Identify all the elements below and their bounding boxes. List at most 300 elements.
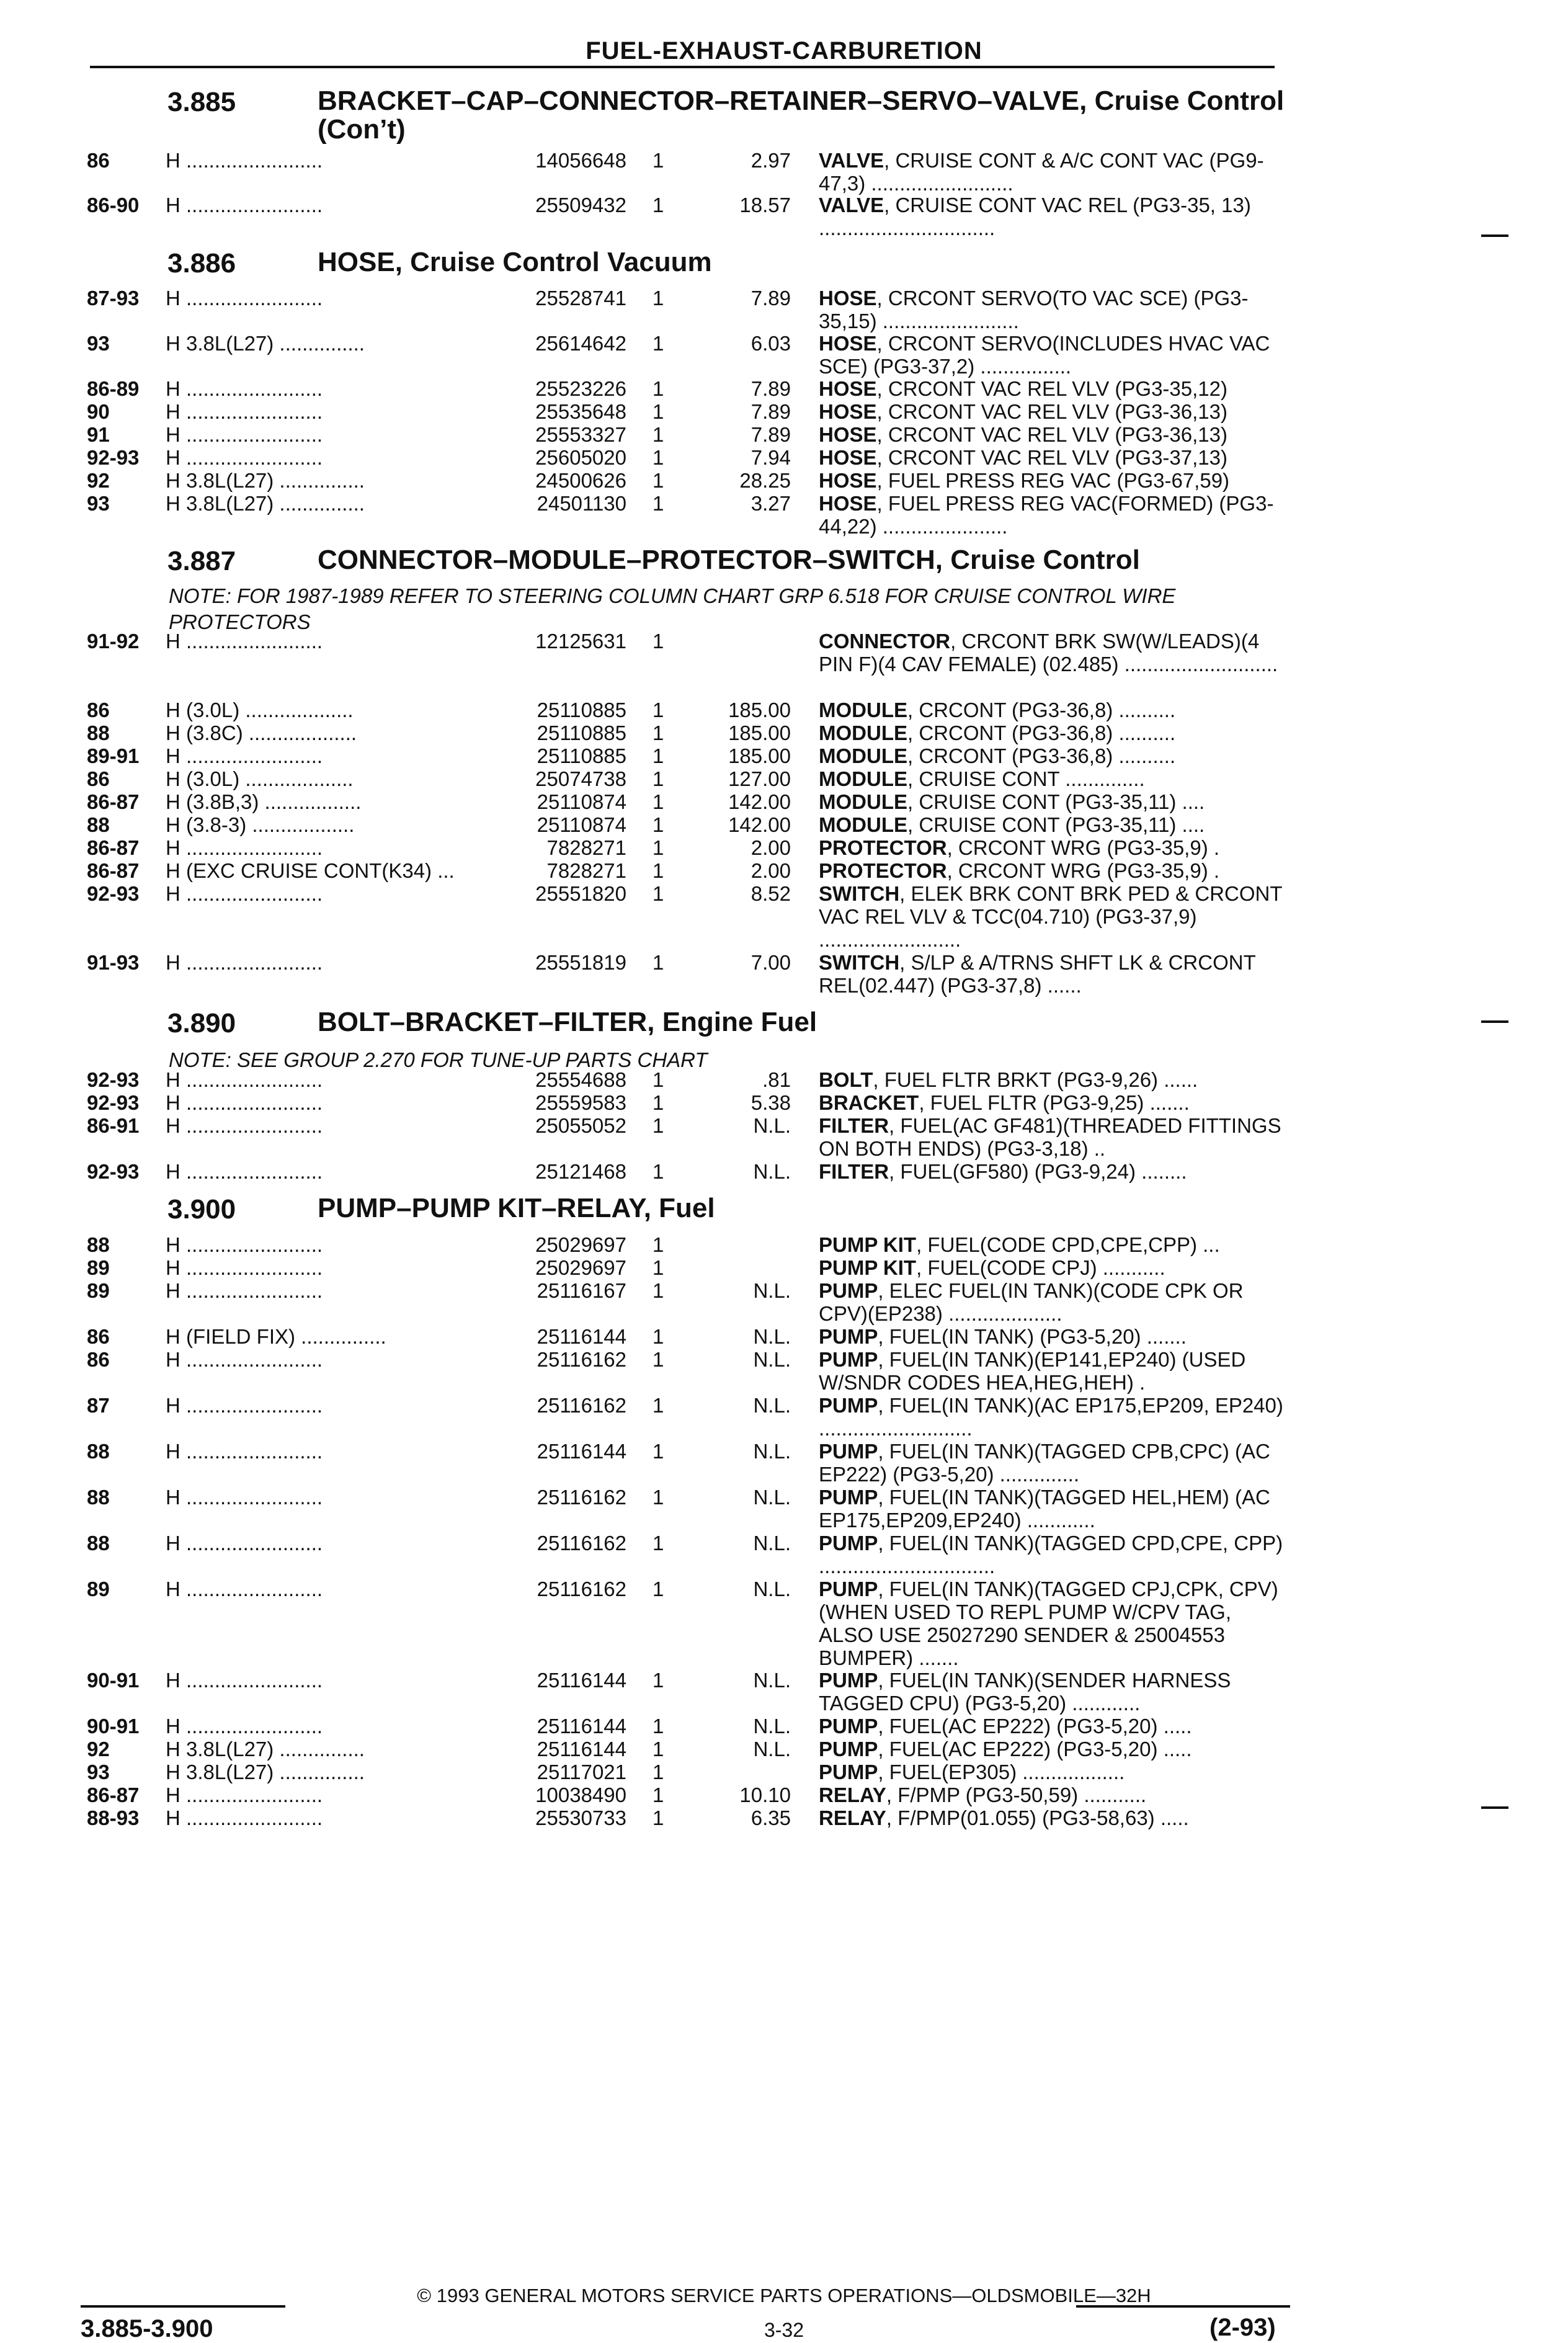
list-price: N.L. (753, 1715, 791, 1738)
model-code: H ........................ (166, 1669, 323, 1692)
model-code: H 3.8L(L27) ............... (166, 1738, 365, 1761)
model-code: H 3.8L(L27) ............... (166, 469, 365, 492)
part-number: 25116162 (537, 1394, 626, 1417)
quantity: 1 (653, 836, 664, 859)
part-number: 25559583 (535, 1091, 626, 1114)
part-detail: , FUEL PRESS REG VAC(FORMED) (PG3-44,22) ...................... (819, 492, 1274, 538)
part-detail: , CRCONT BRK SW(W/LEADS)(4 PIN F)(4 CAV FEMALE) (02.485) ........................... (819, 630, 1278, 676)
part-name: MODULE (819, 790, 907, 813)
quantity: 1 (653, 1669, 664, 1692)
part-description (819, 790, 1284, 813)
part-number: 25116144 (537, 1440, 626, 1463)
quantity: 1 (653, 194, 664, 216)
list-price: 142.00 (728, 813, 791, 836)
part-detail: , CRCONT SERVO(TO VAC SCE) (PG3-35,15) ........................ (819, 287, 1249, 332)
model-years: 93 (87, 1761, 110, 1783)
quantity: 1 (653, 1783, 664, 1806)
part-number: 10038490 (535, 1783, 626, 1806)
part-detail: , FUEL PRESS REG VAC (PG3-67,59) (876, 469, 1230, 492)
part-name: PUMP (819, 1669, 878, 1692)
part-number: 25530733 (535, 1806, 626, 1829)
part-name: HOSE (819, 469, 877, 492)
model-code: H ........................ (166, 1279, 323, 1302)
page-title: FUEL-EXHAUST-CARBURETION (586, 37, 982, 65)
part-description (819, 859, 1284, 882)
footer-copyright: © 1993 GENERAL MOTORS SERVICE PARTS OPERATIONS—OLDSMOBILE—32H (417, 2285, 1151, 2306)
model-years: 93 (87, 492, 110, 515)
part-description (819, 1114, 1284, 1160)
part-description (819, 287, 1284, 332)
part-number: 25509432 (535, 194, 626, 216)
model-years: 90 (87, 400, 110, 423)
model-code: H ........................ (166, 194, 323, 216)
list-price: N.L. (753, 1486, 791, 1509)
part-name: PUMP KIT (819, 1233, 917, 1256)
part-description (819, 1532, 1284, 1578)
part-description (819, 1325, 1284, 1348)
model-code: H ........................ (166, 1348, 323, 1371)
part-name: PUMP (819, 1578, 878, 1600)
list-price: 2.00 (751, 859, 791, 882)
section-number: 3.885 (167, 87, 236, 117)
model-years: 91 (87, 423, 110, 446)
quantity: 1 (653, 1068, 664, 1091)
model-years: 86 (87, 698, 110, 721)
quantity: 1 (653, 951, 664, 974)
model-years: 92-93 (87, 1068, 140, 1091)
model-years: 86-87 (87, 836, 140, 859)
part-name: PUMP (819, 1715, 878, 1738)
list-price: 8.52 (751, 882, 791, 905)
part-detail: , CRCONT (PG3-36,8) .......... (907, 744, 1176, 767)
quantity: 1 (653, 1279, 664, 1302)
part-name: HOSE (819, 423, 877, 446)
part-detail: , FUEL(EP305) .................. (878, 1761, 1125, 1783)
part-number: 25551819 (535, 951, 626, 974)
part-name: PUMP (819, 1279, 878, 1302)
quantity: 1 (653, 698, 664, 721)
header-rule (90, 66, 1275, 68)
part-detail: , CRUISE CONT & A/C CONT VAC (PG9-47,3) ......................... (819, 149, 1264, 195)
part-name: PUMP (819, 1738, 878, 1761)
part-name: PUMP (819, 1348, 878, 1371)
part-name: FILTER (819, 1114, 889, 1137)
list-price: 10.10 (739, 1783, 791, 1806)
part-description (819, 1233, 1284, 1256)
model-code: H ........................ (166, 744, 323, 767)
part-name: RELAY (819, 1783, 886, 1806)
part-description (819, 1394, 1284, 1440)
part-name: MODULE (819, 698, 907, 721)
part-number: 25116144 (537, 1715, 626, 1738)
quantity: 1 (653, 1440, 664, 1463)
model-years: 88 (87, 1486, 110, 1509)
part-description (819, 951, 1284, 997)
part-name: PUMP (819, 1440, 878, 1463)
quantity: 1 (653, 859, 664, 882)
quantity: 1 (653, 377, 664, 400)
list-price: N.L. (753, 1325, 791, 1348)
part-detail: , FUEL(IN TANK)(TAGGED CPJ,CPK, CPV) (WHEN USED TO REPL PUMP W/CPV TAG, ALSO USE 25027290 SENDER & 25004553 BUMPER) ....... (819, 1578, 1278, 1669)
model-years: 92-93 (87, 446, 140, 469)
list-price: 7.89 (751, 287, 791, 310)
model-years: 91-93 (87, 951, 140, 974)
part-number: 25110885 (537, 744, 626, 767)
part-number: 24500626 (535, 469, 626, 492)
part-number: 25029697 (535, 1233, 626, 1256)
model-code: H (3.8-3) .................. (166, 813, 355, 836)
model-years: 92 (87, 1738, 110, 1761)
part-description (819, 1256, 1284, 1279)
part-detail: , CRCONT SERVO(INCLUDES HVAC VAC SCE) (PG3-37,2) ................ (819, 332, 1270, 378)
part-name: SWITCH (819, 951, 900, 974)
part-detail: , FUEL(IN TANK)(TAGGED CPD,CPE, CPP) ............................... (819, 1532, 1283, 1578)
quantity: 1 (653, 721, 664, 744)
model-code: H ........................ (166, 1114, 323, 1137)
footer-date: (2-93) (1209, 2314, 1276, 2341)
footer-section-range: 3.885-3.900 (81, 2315, 213, 2342)
model-years: 88 (87, 1532, 110, 1555)
model-years: 86-91 (87, 1114, 140, 1137)
model-years: 88 (87, 813, 110, 836)
part-number: 25110885 (537, 698, 626, 721)
part-name: BRACKET (819, 1091, 919, 1114)
part-number: 25116162 (537, 1532, 626, 1555)
model-code: H ........................ (166, 1806, 323, 1829)
part-number: 25551820 (535, 882, 626, 905)
list-price: N.L. (753, 1532, 791, 1555)
quantity: 1 (653, 1715, 664, 1738)
list-price: 185.00 (728, 744, 791, 767)
list-price: 6.03 (751, 332, 791, 355)
quantity: 1 (653, 767, 664, 790)
model-years: 86 (87, 149, 110, 172)
part-description (819, 882, 1284, 951)
part-name: HOSE (819, 332, 877, 355)
model-years: 87-93 (87, 287, 140, 310)
part-name: MODULE (819, 767, 907, 790)
model-years: 92-93 (87, 1091, 140, 1114)
part-number: 25535648 (535, 400, 626, 423)
list-price: .81 (762, 1068, 791, 1091)
part-description (819, 1783, 1284, 1806)
list-price: 5.38 (751, 1091, 791, 1114)
part-detail: , FUEL(IN TANK)(TAGGED HEL,HEM) (AC EP175,EP209,EP240) ............ (819, 1486, 1270, 1532)
part-detail: , CRCONT VAC REL VLV (PG3-35,12) (876, 377, 1227, 400)
quantity: 1 (653, 1761, 664, 1783)
part-number: 25554688 (535, 1068, 626, 1091)
quantity: 1 (653, 1160, 664, 1183)
part-description (819, 1738, 1284, 1761)
list-price: 7.89 (751, 400, 791, 423)
part-detail: , ELEK BRK CONT BRK PED & CRCONT VAC REL VLV & TCC(04.710) (PG3-37,9) ......................... (819, 882, 1282, 951)
part-name: PUMP KIT (819, 1256, 917, 1279)
section-note: NOTE: FOR 1987-1989 REFER TO STEERING COLUMN CHART GRP 6.518 FOR CRUISE CONTROL WIRE PROTECTORS (169, 584, 1176, 633)
part-description (819, 698, 1284, 721)
part-detail: , FUEL(IN TANK)(TAGGED CPB,CPC) (AC EP222) (PG3-5,20) .............. (819, 1440, 1270, 1486)
list-price: 6.35 (751, 1806, 791, 1829)
part-number: 25110874 (537, 813, 626, 836)
list-price: 2.97 (751, 149, 791, 172)
part-number: 25116144 (537, 1325, 626, 1348)
part-description (819, 836, 1284, 859)
part-name: MODULE (819, 721, 907, 744)
part-number: 7828271 (546, 836, 626, 859)
part-description (819, 446, 1284, 469)
part-name: SWITCH (819, 882, 900, 905)
part-detail: , CRCONT VAC REL VLV (PG3-37,13) (876, 446, 1227, 469)
model-code: H ........................ (166, 836, 323, 859)
model-code: H ........................ (166, 400, 323, 423)
model-years: 92 (87, 469, 110, 492)
model-code: H ........................ (166, 1394, 323, 1417)
part-name: PROTECTOR (819, 836, 947, 859)
model-code: H (3.0L) ................... (166, 767, 354, 790)
quantity: 1 (653, 1738, 664, 1761)
part-number: 25116162 (537, 1348, 626, 1371)
part-number: 25523226 (535, 377, 626, 400)
part-description (819, 1578, 1284, 1669)
part-name: BOLT (819, 1068, 873, 1091)
model-code: H ........................ (166, 1068, 323, 1091)
quantity: 1 (653, 332, 664, 355)
quantity: 1 (653, 1532, 664, 1555)
part-description (819, 1068, 1284, 1091)
part-detail: , CRCONT (PG3-36,8) .......... (907, 698, 1176, 721)
part-detail: , CRUISE CONT VAC REL (PG3-35, 13) ............................... (819, 194, 1251, 239)
section-number: 3.887 (167, 546, 236, 576)
model-years: 86 (87, 1348, 110, 1371)
part-detail: , FUEL FLTR (PG3-9,25) ....... (919, 1091, 1190, 1114)
model-code: H ........................ (166, 1256, 323, 1279)
quantity: 1 (653, 149, 664, 172)
part-name: PUMP (819, 1532, 878, 1555)
part-description (819, 377, 1284, 400)
list-price: N.L. (753, 1348, 791, 1371)
quantity: 1 (653, 882, 664, 905)
part-number: 24501130 (537, 492, 626, 515)
part-detail: , FUEL(IN TANK)(SENDER HARNESS TAGGED CPU) (PG3-5,20) ............ (819, 1669, 1231, 1715)
model-years: 87 (87, 1394, 110, 1417)
part-name: PUMP (819, 1394, 878, 1417)
model-code: H (FIELD FIX) ............... (166, 1325, 386, 1348)
part-number: 25074738 (535, 767, 626, 790)
model-code: H ........................ (166, 149, 323, 172)
part-description (819, 744, 1284, 767)
part-detail: , CRUISE CONT .............. (907, 767, 1145, 790)
part-name: PROTECTOR (819, 859, 947, 882)
part-name: PUMP (819, 1486, 878, 1509)
model-code: H ........................ (166, 1160, 323, 1183)
section-note: NOTE: SEE GROUP 2.270 FOR TUNE-UP PARTS CHART (169, 1048, 708, 1071)
part-detail: , FUEL(GF580) (PG3-9,24) ........ (889, 1160, 1187, 1183)
part-description (819, 149, 1284, 195)
model-code: H ........................ (166, 882, 323, 905)
part-description (819, 1440, 1284, 1486)
model-years: 92-93 (87, 882, 140, 905)
part-number: 25121468 (535, 1160, 626, 1183)
part-description (819, 1279, 1284, 1325)
part-description (819, 1669, 1284, 1715)
list-price: N.L. (753, 1160, 791, 1183)
part-detail: , FUEL(AC GF481)(THREADED FITTINGS ON BOTH ENDS) (PG3-3,18) .. (819, 1114, 1281, 1160)
model-years: 91-92 (87, 630, 140, 653)
model-code: H ........................ (166, 1715, 323, 1738)
part-description (819, 400, 1284, 423)
model-years: 88-93 (87, 1806, 140, 1829)
model-years: 86 (87, 1325, 110, 1348)
part-detail: , CRCONT (PG3-36,8) .......... (907, 721, 1176, 744)
part-detail: , FUEL FLTR BRKT (PG3-9,26) ...... (873, 1068, 1198, 1091)
model-years: 86-89 (87, 377, 140, 400)
part-detail: , CRCONT WRG (PG3-35,9) . (947, 859, 1220, 882)
part-detail: , ELEC FUEL(IN TANK)(CODE CPK OR CPV)(EP238) .................... (819, 1279, 1244, 1325)
list-price: N.L. (753, 1114, 791, 1137)
model-years: 88 (87, 721, 110, 744)
quantity: 1 (653, 1233, 664, 1256)
part-number: 25110874 (537, 790, 626, 813)
quantity: 1 (653, 492, 664, 515)
list-price: 7.94 (751, 446, 791, 469)
part-detail: , FUEL(AC EP222) (PG3-5,20) ..... (878, 1715, 1192, 1738)
model-years: 93 (87, 332, 110, 355)
quantity: 1 (653, 469, 664, 492)
quantity: 1 (653, 1806, 664, 1829)
model-code: H ........................ (166, 446, 323, 469)
part-number: 25116162 (537, 1578, 626, 1600)
list-price: N.L. (753, 1279, 791, 1302)
part-number: 25528741 (535, 287, 626, 310)
part-detail: , FUEL(CODE CPD,CPE,CPP) ... (916, 1233, 1220, 1256)
margin-mark (1481, 234, 1508, 237)
quantity: 1 (653, 423, 664, 446)
part-detail: , FUEL(IN TANK)(EP141,EP240) (USED W/SNDR CODES HEA,HEG,HEH) . (819, 1348, 1246, 1394)
list-price: 185.00 (728, 698, 791, 721)
part-detail: , FUEL(AC EP222) (PG3-5,20) ..... (878, 1738, 1192, 1761)
part-detail: , FUEL(IN TANK)(AC EP175,EP209, EP240) ........................... (819, 1394, 1283, 1440)
model-code: H 3.8L(L27) ............... (166, 1761, 365, 1783)
section-title: CONNECTOR–MODULE–PROTECTOR–SWITCH, Cruise Control (318, 545, 1140, 575)
model-code: H ........................ (166, 951, 323, 974)
part-description (819, 1806, 1284, 1829)
quantity: 1 (653, 813, 664, 836)
part-name: VALVE (819, 194, 884, 216)
part-description (819, 1160, 1284, 1183)
model-years: 89-91 (87, 744, 140, 767)
list-price: N.L. (753, 1738, 791, 1761)
list-price: 18.57 (739, 194, 791, 216)
model-code: H ........................ (166, 1783, 323, 1806)
list-price: N.L. (753, 1394, 791, 1417)
model-years: 86-87 (87, 1783, 140, 1806)
model-years: 86-87 (87, 859, 140, 882)
part-name: HOSE (819, 492, 877, 515)
part-name: CONNECTOR (819, 630, 951, 653)
part-number: 25029697 (535, 1256, 626, 1279)
list-price: 28.25 (739, 469, 791, 492)
model-code: H (3.8B,3) ................. (166, 790, 362, 813)
model-code: H (3.8C) ................... (166, 721, 357, 744)
quantity: 1 (653, 1325, 664, 1348)
part-name: HOSE (819, 377, 877, 400)
part-number: 25055052 (535, 1114, 626, 1137)
quantity: 1 (653, 446, 664, 469)
quantity: 1 (653, 744, 664, 767)
section-title: PUMP–PUMP KIT–RELAY, Fuel (318, 1193, 715, 1223)
part-name: HOSE (819, 400, 877, 423)
part-description (819, 423, 1284, 446)
list-price: 7.89 (751, 377, 791, 400)
part-description (819, 332, 1284, 378)
part-description (819, 1486, 1284, 1532)
part-description (819, 194, 1284, 239)
part-detail: , CRUISE CONT (PG3-35,11) .... (907, 790, 1205, 813)
quantity: 1 (653, 1114, 664, 1137)
part-name: HOSE (819, 287, 877, 310)
quantity: 1 (653, 1091, 664, 1114)
model-code: H (3.0L) ................... (166, 698, 354, 721)
part-name: FILTER (819, 1160, 889, 1183)
model-years: 88 (87, 1440, 110, 1463)
part-description (819, 492, 1284, 538)
model-code: H ........................ (166, 630, 323, 653)
model-code: H 3.8L(L27) ............... (166, 332, 365, 355)
part-description (819, 721, 1284, 744)
margin-mark (1481, 1020, 1508, 1023)
list-price: 185.00 (728, 721, 791, 744)
model-code: H ........................ (166, 377, 323, 400)
model-years: 86 (87, 767, 110, 790)
model-code: H ........................ (166, 1486, 323, 1509)
quantity: 1 (653, 1256, 664, 1279)
list-price: N.L. (753, 1669, 791, 1692)
model-years: 88 (87, 1233, 110, 1256)
model-years: 90-91 (87, 1715, 140, 1738)
part-description (819, 1348, 1284, 1394)
part-number: 25110885 (537, 721, 626, 744)
part-number: 25614642 (535, 332, 626, 355)
list-price: 3.27 (751, 492, 791, 515)
part-number: 12125631 (535, 630, 626, 653)
model-years: 89 (87, 1279, 110, 1302)
part-detail: , S/LP & A/TRNS SHFT LK & CRCONT REL(02.447) (PG3-37,8) ...... (819, 951, 1256, 997)
model-code: H ........................ (166, 287, 323, 310)
model-years: 92-93 (87, 1160, 140, 1183)
model-code: H 3.8L(L27) ............... (166, 492, 365, 515)
quantity: 1 (653, 1394, 664, 1417)
part-number: 25605020 (535, 446, 626, 469)
model-code: H ........................ (166, 1532, 323, 1555)
part-detail: , F/PMP(01.055) (PG3-58,63) ..... (886, 1806, 1189, 1829)
part-number: 25116167 (537, 1279, 626, 1302)
part-name: MODULE (819, 813, 907, 836)
model-years: 90-91 (87, 1669, 140, 1692)
part-description (819, 813, 1284, 836)
part-description (819, 1761, 1284, 1783)
footer-page-number: 3-32 (764, 2319, 804, 2341)
model-code: H ........................ (166, 1578, 323, 1600)
quantity: 1 (653, 1348, 664, 1371)
model-code: H (EXC CRUISE CONT(K34) ... (166, 859, 455, 882)
list-price: 2.00 (751, 836, 791, 859)
model-code: H ........................ (166, 1440, 323, 1463)
model-code: H ........................ (166, 1091, 323, 1114)
part-name: MODULE (819, 744, 907, 767)
part-number: 25116162 (537, 1486, 626, 1509)
part-detail: , FUEL(CODE CPJ) ........... (916, 1256, 1165, 1279)
section-number: 3.886 (167, 248, 236, 279)
part-number: 7828271 (546, 859, 626, 882)
